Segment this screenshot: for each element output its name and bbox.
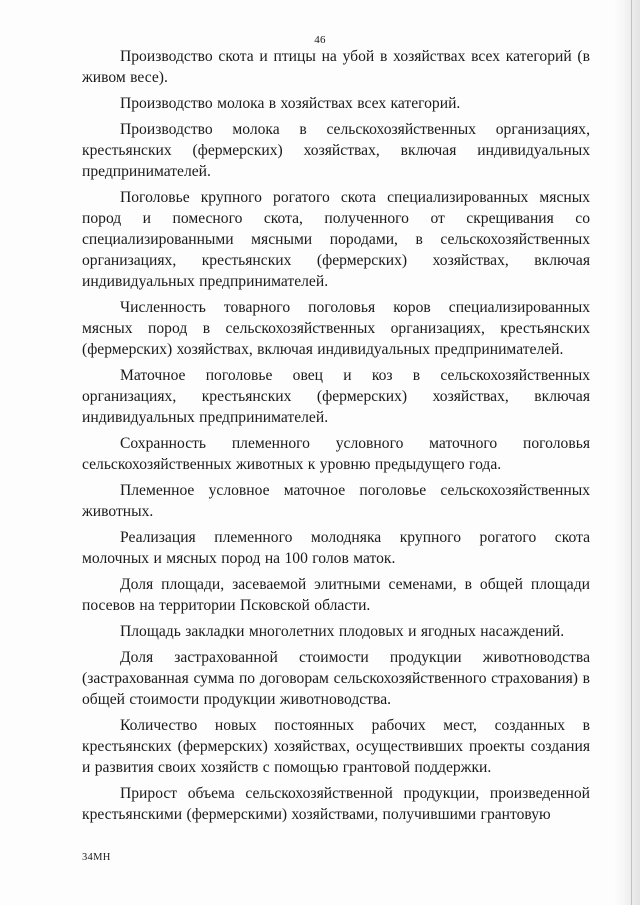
paragraph-new-jobs: Количество новых постоянных рабочих мест, созданных в крестьянских (фермерских) хозяйствах, осуществивших проекты создания и развития своих хозяйств с помощью грантовой поддержки. (82, 717, 590, 776)
paragraph-beef-cattle-herd: Поголовье крупного рогатого скота специализированных мясных пород и помесного скота, полученного от скрещивания со специализированными мясными породами, в сельскохозяйственных организациях, крестьянских (фермерских) хозяйствах, включая индивидуальных предпринимателей. (82, 189, 590, 290)
paragraph-breeding-stock-retention: Сохранность племенного условного маточного поголовья сельскохозяйственных животных к уровню предыдущего года. (82, 435, 590, 473)
footer-code: 34МН (82, 852, 111, 863)
scan-edge-shadow (614, 0, 640, 905)
paragraph-production-growth: Прирост объема сельскохозяйственной продукции, произведенной крестьянскими (фермерскими) хозяйствами, получившими грантовую (82, 785, 590, 823)
scan-edge-line (631, 0, 632, 905)
page-number: 46 (314, 34, 326, 46)
paragraph-livestock-slaughter: Производство скота и птицы на убой в хозяйствах всех категорий (в живом весе). (82, 48, 590, 86)
body-text (82, 46, 590, 830)
paragraph-sheep-goats: Маточное поголовье овец и коз в сельскохозяйственных организациях, крестьянских (фермерских) хозяйствах, включая индивидуальных предпринимателей. (82, 367, 590, 426)
paragraph-milk-all-farms: Производство молока в хозяйствах всех категорий. (120, 95, 461, 112)
paragraph-milk-agri-orgs: Производство молока в сельскохозяйственных организациях, крестьянских (фермерских) хозяйствах, включая индивидуальных предпринимателей. (82, 121, 590, 180)
paragraph-insured-value-share: Доля застрахованной стоимости продукции животноводства (застрахованная сумма по договорам сельскохозяйственного страхования) в общей стоимости продукции животноводства. (82, 649, 590, 708)
paragraph-young-stock-sales: Реализация племенного молодняка крупного рогатого скота молочных и мясных пород на 100 голов маток. (82, 529, 590, 567)
paragraph-orchards-area: Площадь закладки многолетних плодовых и ягодных насаждений. (120, 623, 565, 640)
paragraph-beef-cows-count: Численность товарного поголовья коров специализированных мясных пород в сельскохозяйственных организациях, крестьянских (фермерских) хозяйствах, включая индивидуальных предпринимателей. (82, 299, 590, 358)
paragraph-breeding-stock: Племенное условное маточное поголовье сельскохозяйственных животных. (82, 482, 590, 520)
paragraph-elite-seeds-share: Доля площади, засеваемой элитными семенами, в общей площади посевов на территории Псковской области. (82, 576, 590, 614)
